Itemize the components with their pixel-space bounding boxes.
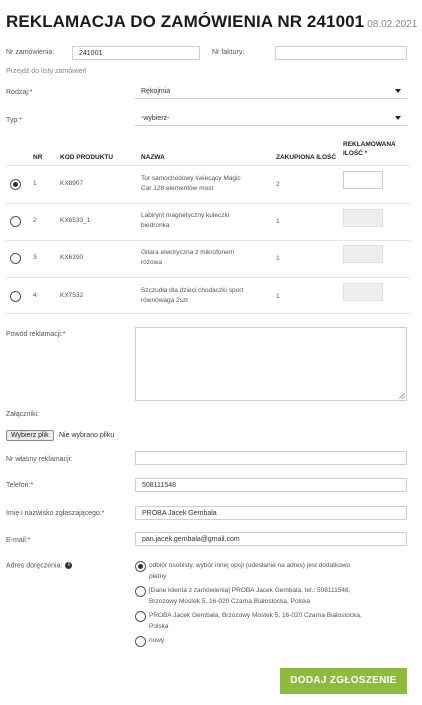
email-label: E-mail:* <box>6 537 31 544</box>
row-qty: 1 <box>276 255 280 262</box>
address-option-3[interactable] <box>149 610 362 632</box>
address-option-line1: nowy <box>149 637 165 644</box>
email-field[interactable]: pan.jacek.gembala@gmail.com <box>135 532 407 546</box>
order-number-label: Nr zamówienia: <box>6 49 55 56</box>
table-divider <box>6 165 410 166</box>
product-radio-4[interactable] <box>10 291 21 302</box>
row-name <box>141 248 234 268</box>
address-option-line2: płatny <box>149 573 167 580</box>
info-icon[interactable]: i <box>65 562 72 569</box>
product-radio-3[interactable] <box>10 253 21 264</box>
claim-kind-label: Typ:* <box>6 117 22 124</box>
table-divider <box>6 203 410 204</box>
col-header-qty: ZAKUPIONA ILOŚĆ <box>276 154 337 161</box>
product-radio-1[interactable] <box>10 179 21 190</box>
table-divider <box>6 240 410 241</box>
row-name-line1: Labirynt magnetyczny kuleczki <box>141 212 230 219</box>
phone-field[interactable]: 508111548 <box>135 478 407 492</box>
name-label: Imię i nazwisko zgłaszającego:* <box>6 510 105 517</box>
row-qty: 1 <box>276 218 280 225</box>
submit-button[interactable]: DODAJ ZGŁOSZENIE <box>280 668 407 694</box>
chevron-down-icon <box>395 89 401 93</box>
row-qty: 1 <box>276 293 280 300</box>
row-code: KX6390 <box>60 254 84 261</box>
address-option-line2: Polska <box>149 623 169 630</box>
resize-handle-icon[interactable] <box>399 393 405 399</box>
row-name-line2: biedronka <box>141 222 170 229</box>
address-option-line1: PROBA Jacek Gembala, Brzozowy Mostek 5, 16-020 Czarna Białostocka, <box>149 612 362 619</box>
row-name <box>141 286 243 306</box>
col-header-claimed-line1: REKLAMOWANA <box>343 141 396 148</box>
claimed-qty-input-4[interactable] <box>343 283 383 301</box>
row-name-line1: Gitara elektryczna z mikrofonem <box>141 249 235 256</box>
phone-label: Telefon:* <box>6 482 34 489</box>
row-name-line2: Car 128 elementów most <box>141 185 214 192</box>
address-option-line1: odbiór osobisty, wybór innej opcji (odesłanie na adres) jest dodatkowo <box>149 562 351 569</box>
claim-kind-value: -wybierz- <box>141 115 170 122</box>
reason-textarea[interactable] <box>135 327 407 401</box>
claim-type-select[interactable] <box>135 85 407 99</box>
claim-type-label: Rodzaj:* <box>6 89 33 96</box>
address-option-line2: Brzozowy Mostek 5, 16-020 Czarna Białostocka, Polska <box>149 598 311 605</box>
table-divider <box>6 313 410 314</box>
row-nr: 3 <box>33 254 37 261</box>
reason-label: Powód reklamacji:* <box>6 331 66 338</box>
claimed-qty-input-3[interactable] <box>343 245 383 263</box>
row-nr: 1 <box>33 180 37 187</box>
address-option-4[interactable] <box>149 635 164 646</box>
table-divider <box>6 277 410 278</box>
address-radio-2[interactable] <box>135 586 146 597</box>
order-number-field[interactable]: 241001 <box>72 46 200 60</box>
row-name-line2: różowa <box>141 259 162 266</box>
col-header-claimed <box>343 140 396 158</box>
invoice-number-field[interactable] <box>275 46 407 60</box>
col-header-name: NAZWA <box>141 154 165 161</box>
address-label-text: Adres doręczenia: <box>6 562 63 570</box>
product-radio-2[interactable] <box>10 216 21 227</box>
row-name <box>141 174 241 194</box>
choose-file-button[interactable]: Wybierz plik <box>6 430 54 441</box>
address-radio-3[interactable] <box>135 611 146 622</box>
row-code: KX8907 <box>60 180 84 187</box>
address-option-1[interactable] <box>149 560 350 582</box>
order-date: 08.02.2021 <box>367 19 418 30</box>
address-radio-4[interactable] <box>135 636 146 647</box>
file-status: Nie wybrano pliku <box>59 432 115 439</box>
row-code: KX7532 <box>60 292 84 299</box>
row-name-line1: Tor samochodowy świecący Magic <box>141 175 241 182</box>
own-number-field[interactable] <box>135 451 407 465</box>
invoice-number-label: Nr faktury: <box>212 49 245 56</box>
address-label <box>6 562 72 569</box>
row-name <box>141 211 229 231</box>
own-number-label: Nr własny reklamacji: <box>6 456 73 463</box>
claim-type-value: Rękojmia <box>141 88 171 95</box>
row-nr: 4 <box>33 292 37 299</box>
attachments-label: Załączniki: <box>6 411 40 418</box>
row-nr: 2 <box>33 217 37 224</box>
chevron-down-icon <box>395 116 401 120</box>
name-field[interactable]: PROBA Jacek Gembala <box>135 506 407 520</box>
col-header-claimed-line2: ILOŚĆ * <box>343 150 368 157</box>
page-title-text: REKLAMACJA DO ZAMÓWIENIA NR 241001 <box>6 12 365 31</box>
row-code: KX6533_1 <box>60 217 91 224</box>
claimed-qty-input-1[interactable] <box>343 171 383 189</box>
claim-kind-select[interactable] <box>135 112 407 126</box>
row-name-line2: równowaga 2szt <box>141 297 188 304</box>
col-header-nr: NR <box>33 154 43 161</box>
row-name-line1: Szczudła dla dzieci chodaczki sport <box>141 287 244 294</box>
address-option-line1: [Dane klienta z zamówienia] PROBA Jacek Gembala, tel.: 508111548, <box>149 587 351 594</box>
claimed-qty-input-2[interactable] <box>343 209 383 227</box>
col-header-code: KOD PRODUKTU <box>60 154 114 161</box>
order-list-link[interactable]: Przejdź do listy zamówień <box>6 68 87 75</box>
page-title <box>6 12 417 32</box>
address-radio-1[interactable] <box>135 561 146 572</box>
address-option-2[interactable] <box>149 585 350 607</box>
row-qty: 2 <box>276 181 280 188</box>
